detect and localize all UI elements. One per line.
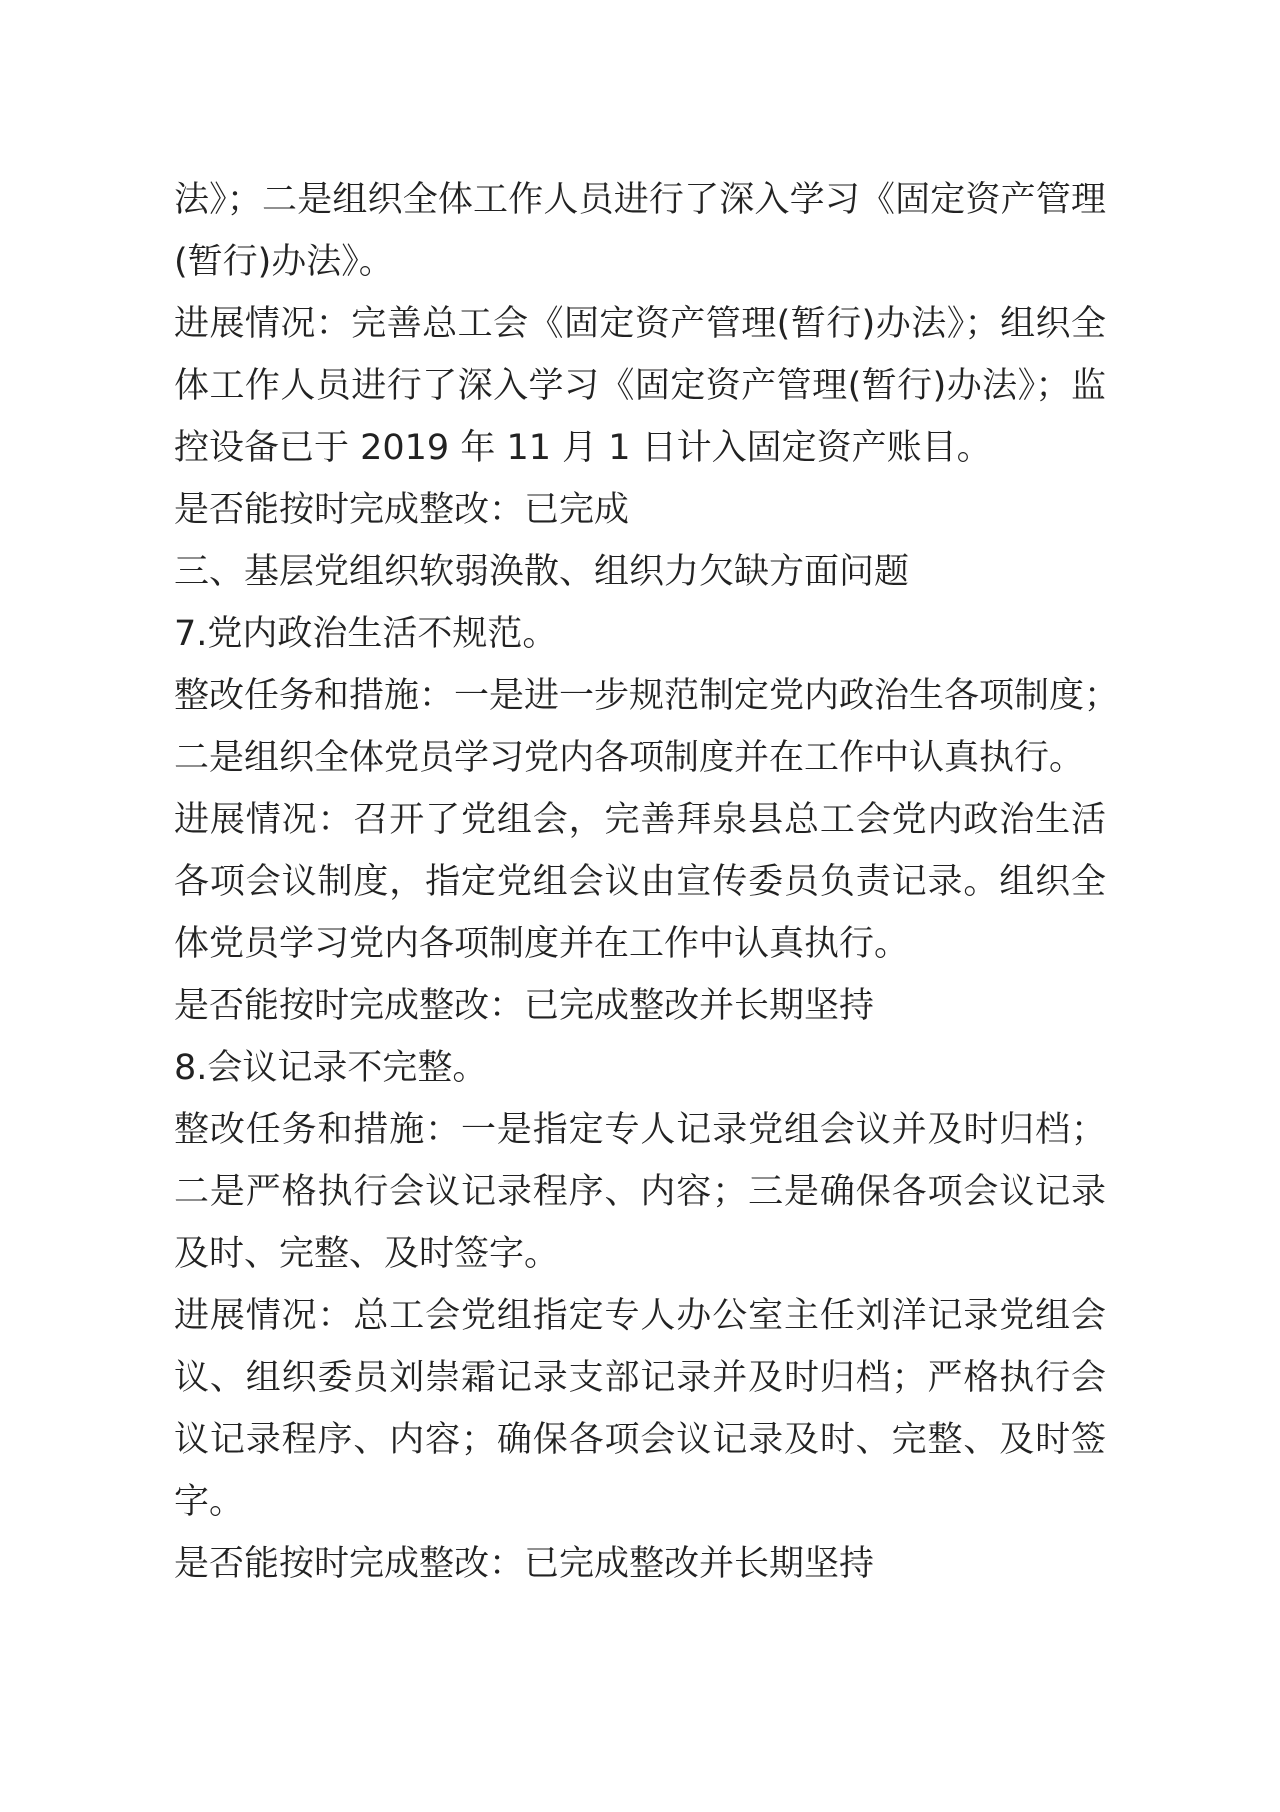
text-line: (暂行)办法》。: [174, 242, 394, 282]
text-line: 控设备已于 2019 年 11 月 1 日计入固定资产账目。: [174, 428, 992, 468]
text-line: 是否能按时完成整改：已完成: [174, 490, 630, 530]
text-line: 议、组织委员刘崇霜记录支部记录并及时归档；严格执行会: [174, 1358, 1106, 1398]
item-heading: 7.党内政治生活不规范。: [174, 614, 558, 654]
item-heading: 8.会议记录不完整。: [174, 1048, 488, 1088]
text-line: 议记录程序、内容；确保各项会议记录及时、完整、及时签: [174, 1420, 1106, 1460]
text-line: 进展情况：总工会党组指定专人办公室主任刘洋记录党组会: [174, 1296, 1106, 1336]
text-line: 字。: [174, 1482, 245, 1522]
text-line: 进展情况：完善总工会《固定资产管理(暂行)办法》；组织全: [174, 304, 1106, 344]
text-line: 体工作人员进行了深入学习《固定资产管理(暂行)办法》；监: [174, 366, 1106, 406]
text-line: 各项会议制度，指定党组会议由宣传委员负责记录。组织全: [174, 862, 1106, 902]
text-line: 二是严格执行会议记录程序、内容；三是确保各项会议记录: [174, 1172, 1106, 1212]
text-line: 整改任务和措施：一是指定专人记录党组会议并及时归档；: [174, 1110, 1106, 1150]
text-line: 是否能按时完成整改：已完成整改并长期坚持: [174, 986, 875, 1026]
text-line: 体党员学习党内各项制度并在工作中认真执行。: [174, 924, 910, 964]
text-line: 进展情况：召开了党组会，完善拜泉县总工会党内政治生活: [174, 800, 1106, 840]
text-line: 是否能按时完成整改：已完成整改并长期坚持: [174, 1544, 875, 1584]
text-line: 二是组织全体党员学习党内各项制度并在工作中认真执行。: [174, 738, 1085, 778]
text-line: 法》；二是组织全体工作人员进行了深入学习《固定资产管理: [174, 180, 1106, 220]
text-line: 及时、完整、及时签字。: [174, 1234, 560, 1274]
section-heading: 三、基层党组织软弱涣散、组织力欠缺方面问题: [174, 552, 910, 592]
text-line: 整改任务和措施：一是进一步规范制定党内政治生各项制度；: [174, 676, 1120, 716]
